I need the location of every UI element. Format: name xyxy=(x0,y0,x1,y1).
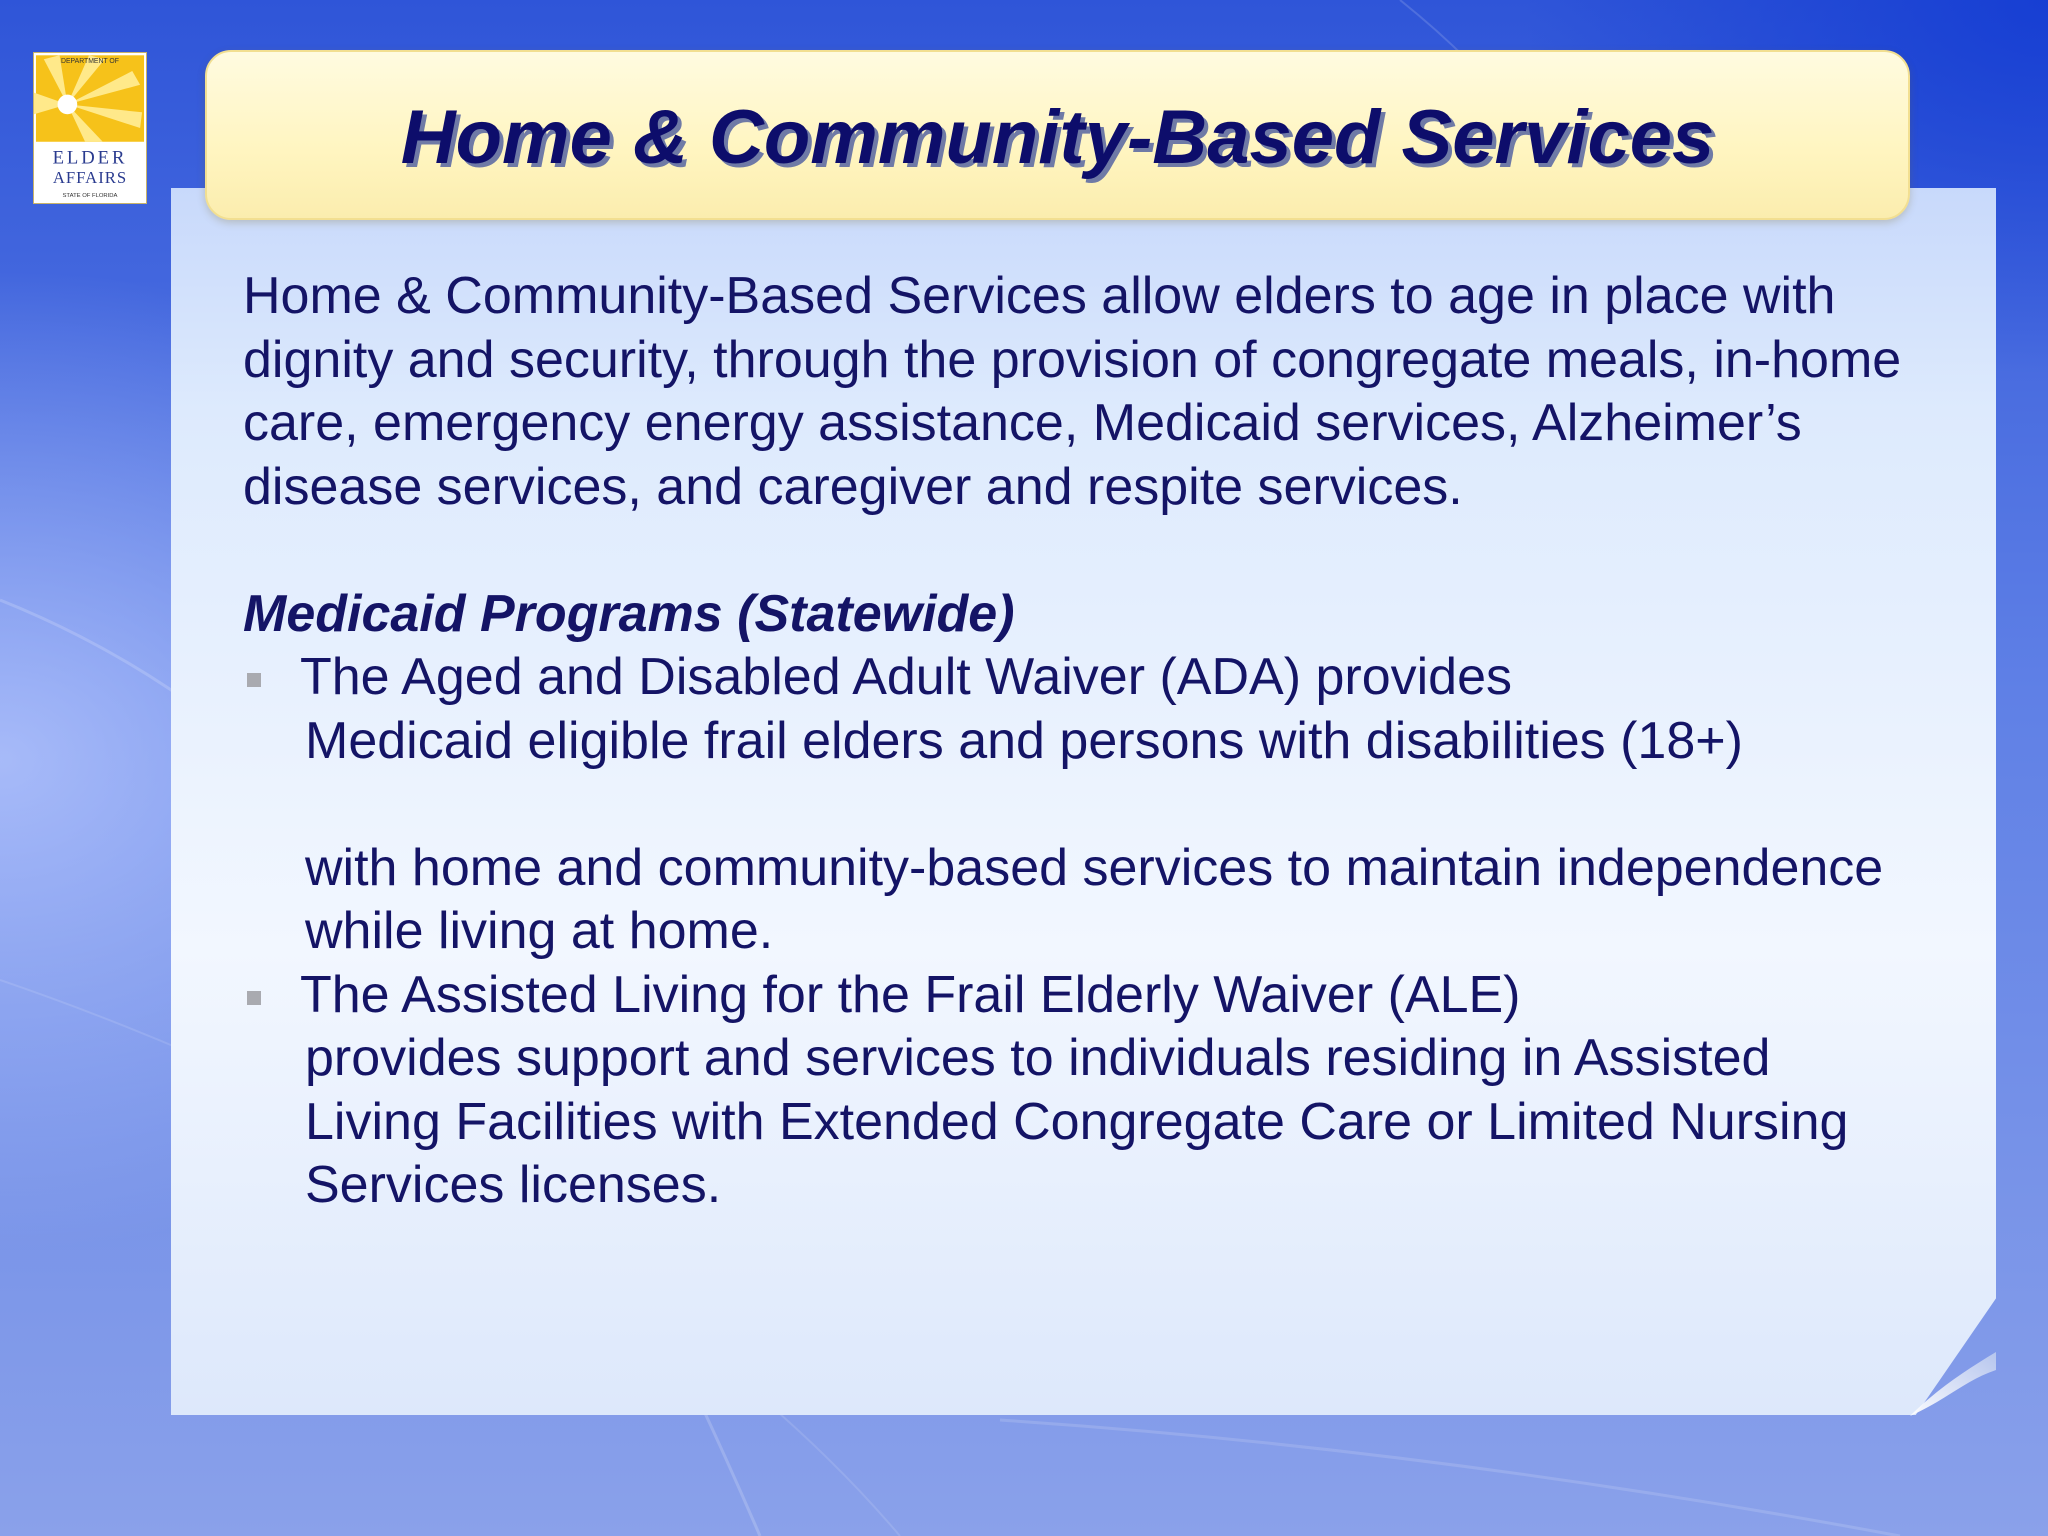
list-item xyxy=(243,964,1903,1218)
bullet-first-line: The Aged and Disabled Adult Waiver (ADA) provides xyxy=(300,648,1513,706)
sun-logo-icon xyxy=(34,53,146,203)
bullet-second-line: Medicaid eligible frail elders and persons with disabilities (18+) xyxy=(305,711,1743,770)
program-list xyxy=(243,646,1903,1218)
slide-body xyxy=(243,265,1903,1218)
list-item xyxy=(243,646,1903,964)
svg-text:AFFAIRS: AFFAIRS xyxy=(52,168,128,188)
svg-text:ELDER: ELDER xyxy=(52,147,128,169)
intro-paragraph: Home & Community-Based Services allow elders to age in place with dignity and security, through the provision of congregate meals, in-home care, emergency energy assistance, Medicaid services, Alzheimer’s disease services, and caregiver and respite services. xyxy=(243,267,1902,516)
square-bullet-icon xyxy=(247,673,261,687)
bullet-gap xyxy=(305,773,1903,837)
slide-title: Home & Community-Based Services xyxy=(400,94,1715,180)
paragraph-spacer xyxy=(243,519,1903,583)
elder-affairs-logo xyxy=(33,52,147,204)
title-banner xyxy=(205,50,1910,220)
bullet-first-line: The Assisted Living for the Frail Elderly Waiver (ALE) xyxy=(300,965,1521,1024)
bullet-text: provides support and services to individuals residing in Assisted Living Facilities with Extended Congregate Care or Limited Nursing Services licenses. xyxy=(305,1029,1849,1214)
bullet-text: with home and community-based services to maintain independence while living at home. xyxy=(305,838,1884,960)
svg-text:DEPARTMENT OF: DEPARTMENT OF xyxy=(61,58,119,66)
square-bullet-icon xyxy=(247,991,261,1005)
svg-text:STATE OF FLORIDA: STATE OF FLORIDA xyxy=(62,192,118,199)
page-curl-icon xyxy=(1906,1350,2000,1418)
section-heading: Medicaid Programs (Statewide) xyxy=(243,584,1015,643)
